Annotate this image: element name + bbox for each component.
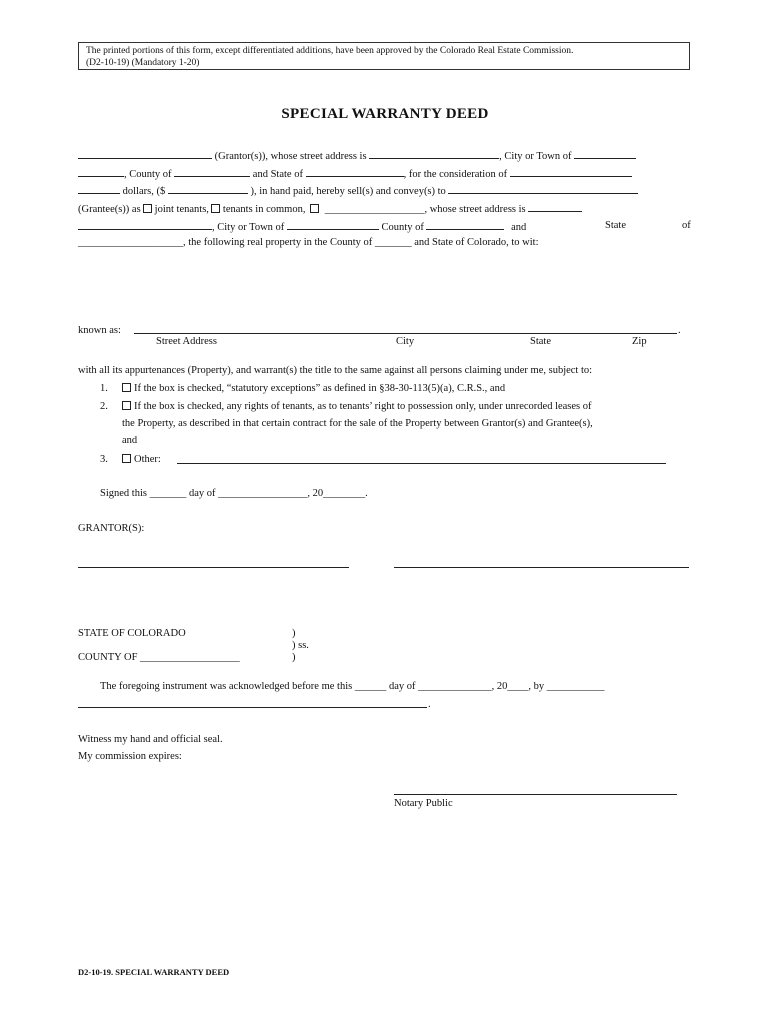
commission-expires-label: My commission expires: bbox=[78, 751, 182, 762]
ack-day-field[interactable]: ______ bbox=[354, 681, 387, 692]
item-1-text: If the box is checked, “statutory exceptions” as defined in §38-30-113(5)(a), C.R.S., and bbox=[134, 383, 506, 394]
label-joint-tenants: joint tenants, bbox=[154, 204, 209, 215]
label-grantee-address: ___________________, whose street address is bbox=[324, 204, 526, 215]
para-line-5 bbox=[78, 219, 693, 234]
label-grantee-state: State bbox=[605, 220, 626, 231]
label-grantor-city: , City or Town of bbox=[499, 151, 572, 162]
notary-public-label: Notary Public bbox=[394, 798, 453, 809]
grantor-signature-line-1[interactable] bbox=[78, 567, 349, 568]
property-county-field[interactable]: _______ bbox=[374, 237, 412, 248]
label-of: of bbox=[682, 220, 691, 231]
signed-line bbox=[100, 487, 368, 500]
grantor-signature-line-2[interactable] bbox=[394, 567, 689, 568]
para-line-4 bbox=[78, 201, 582, 216]
para-line-2 bbox=[78, 166, 632, 181]
grantor-name-field[interactable] bbox=[78, 148, 212, 159]
label-20: , 20 bbox=[307, 488, 324, 499]
notary-signature-line[interactable] bbox=[394, 794, 677, 795]
grantor-city-field[interactable] bbox=[574, 148, 636, 159]
para-line-3 bbox=[78, 183, 638, 198]
label-county-of: COUNTY OF bbox=[78, 652, 138, 663]
label-ack-by: , by bbox=[528, 681, 545, 692]
grantee-city-field[interactable] bbox=[287, 219, 379, 230]
venue-ss: ) ss. bbox=[292, 640, 309, 651]
other-tenancy-checkbox[interactable] bbox=[310, 204, 319, 213]
grantee-name-field[interactable] bbox=[448, 183, 638, 194]
label-and: and bbox=[511, 222, 527, 233]
label-grantee-county: County of bbox=[381, 222, 424, 233]
notice-line-1: The printed portions of this form, except differentiated additions, have been approved by the Colorado Real Estate Commission. bbox=[86, 46, 574, 56]
statutory-exceptions-checkbox[interactable] bbox=[122, 383, 131, 392]
signed-period: . bbox=[365, 488, 368, 499]
dollars-amount-field[interactable] bbox=[168, 183, 248, 194]
label-property-county: ____________________, the following real property in the County of bbox=[78, 237, 373, 248]
known-as-field[interactable] bbox=[134, 333, 677, 334]
caption-state: State bbox=[530, 336, 551, 347]
label-tenants-in-common: tenants in common, bbox=[222, 204, 306, 215]
item-1-number: 1. bbox=[100, 383, 108, 394]
ack-year-field[interactable]: ____ bbox=[507, 681, 529, 692]
venue-state: STATE OF COLORADO bbox=[78, 628, 186, 639]
signed-month-field[interactable]: _________________ bbox=[218, 488, 308, 499]
caption-zip: Zip bbox=[632, 336, 647, 347]
known-as-period: . bbox=[678, 325, 681, 336]
approval-notice bbox=[78, 42, 690, 70]
appurtenances-text: with all its appurtenances (Property), and warrant(s) the title to the same against all persons claiming under me, subject to: bbox=[78, 365, 593, 376]
notice-line-2: (D2-10-19) (Mandatory 1-20) bbox=[86, 58, 200, 68]
label-grantee-as: (Grantee(s)) as bbox=[78, 204, 141, 215]
item-2-text-cont: the Property, as described in that certain contract for the sale of the Property between Grantor(s) and Grantee(s), bbox=[122, 418, 593, 429]
witness-text: Witness my hand and official seal. bbox=[78, 734, 223, 745]
grantee-street-cont-field[interactable] bbox=[78, 219, 212, 230]
para-line-6 bbox=[78, 236, 539, 249]
venue-paren-3: ) bbox=[292, 652, 296, 663]
item-3-text: Other: bbox=[134, 454, 161, 465]
label-consideration: , for the consideration of bbox=[403, 169, 508, 180]
grantee-street-field[interactable] bbox=[528, 201, 582, 212]
known-as-label: known as: bbox=[78, 325, 121, 336]
label-ack-day-of: day of bbox=[388, 681, 416, 692]
consideration-field[interactable] bbox=[510, 166, 632, 177]
other-exception-checkbox[interactable] bbox=[122, 454, 131, 463]
label-dollars: dollars, ($ bbox=[122, 186, 166, 197]
label-convey: ), in hand paid, hereby sell(s) and convey(s) to bbox=[250, 186, 446, 197]
item-2-text: If the box is checked, any rights of tenants, as to tenants’ right to possession only, under unrecorded leases of bbox=[134, 401, 592, 412]
label-ack-20: , 20 bbox=[491, 681, 508, 692]
tenant-rights-checkbox[interactable] bbox=[122, 401, 131, 410]
grantors-label: GRANTOR(S): bbox=[78, 523, 145, 534]
item-3-number: 3. bbox=[100, 454, 108, 465]
signed-day-field[interactable]: _______ bbox=[149, 488, 187, 499]
venue-county bbox=[78, 651, 240, 664]
tenants-in-common-checkbox[interactable] bbox=[211, 204, 220, 213]
item-2-number: 2. bbox=[100, 401, 108, 412]
ack-by-continued-field[interactable] bbox=[78, 707, 427, 708]
county-name-field[interactable] bbox=[174, 166, 250, 177]
label-grantor: (Grantor(s)), whose street address is bbox=[214, 151, 367, 162]
venue-county-field[interactable]: ___________________ bbox=[140, 652, 240, 663]
label-day-of: day of bbox=[188, 488, 216, 499]
dollars-words-field[interactable] bbox=[78, 183, 120, 194]
label-signed-this: Signed this bbox=[100, 488, 147, 499]
ack-by-field[interactable]: ___________ bbox=[546, 681, 605, 692]
form-footer: D2-10-19. SPECIAL WARRANTY DEED bbox=[78, 967, 230, 977]
ack-period: . bbox=[428, 699, 431, 710]
ack-month-field[interactable]: ______________ bbox=[418, 681, 492, 692]
label-state-colorado: and State of Colorado, to wit: bbox=[414, 237, 539, 248]
caption-street-address: Street Address bbox=[156, 336, 217, 347]
signed-year-field[interactable]: ________ bbox=[323, 488, 366, 499]
document-title: SPECIAL WARRANTY DEED bbox=[281, 106, 489, 122]
grantor-state-field[interactable] bbox=[306, 166, 404, 177]
label-state: and State of bbox=[252, 169, 303, 180]
label-grantee-city: , City or Town of bbox=[212, 222, 285, 233]
item-2 bbox=[122, 400, 592, 413]
item-1 bbox=[122, 382, 505, 395]
other-exception-field[interactable] bbox=[177, 463, 666, 464]
label-county: , County of bbox=[124, 169, 172, 180]
joint-tenants-checkbox[interactable] bbox=[143, 204, 152, 213]
grantor-street-field[interactable] bbox=[369, 148, 499, 159]
acknowledgement-line bbox=[100, 680, 605, 693]
label-ack: The foregoing instrument was acknowledged before me this bbox=[100, 681, 353, 692]
para-line-1 bbox=[78, 148, 636, 163]
grantor-county-field[interactable] bbox=[78, 166, 124, 177]
item-2-and: and bbox=[122, 435, 138, 446]
venue-paren-1: ) bbox=[292, 628, 296, 639]
item-3 bbox=[122, 453, 161, 466]
grantee-county-field[interactable] bbox=[426, 219, 504, 230]
caption-city: City bbox=[396, 336, 415, 347]
